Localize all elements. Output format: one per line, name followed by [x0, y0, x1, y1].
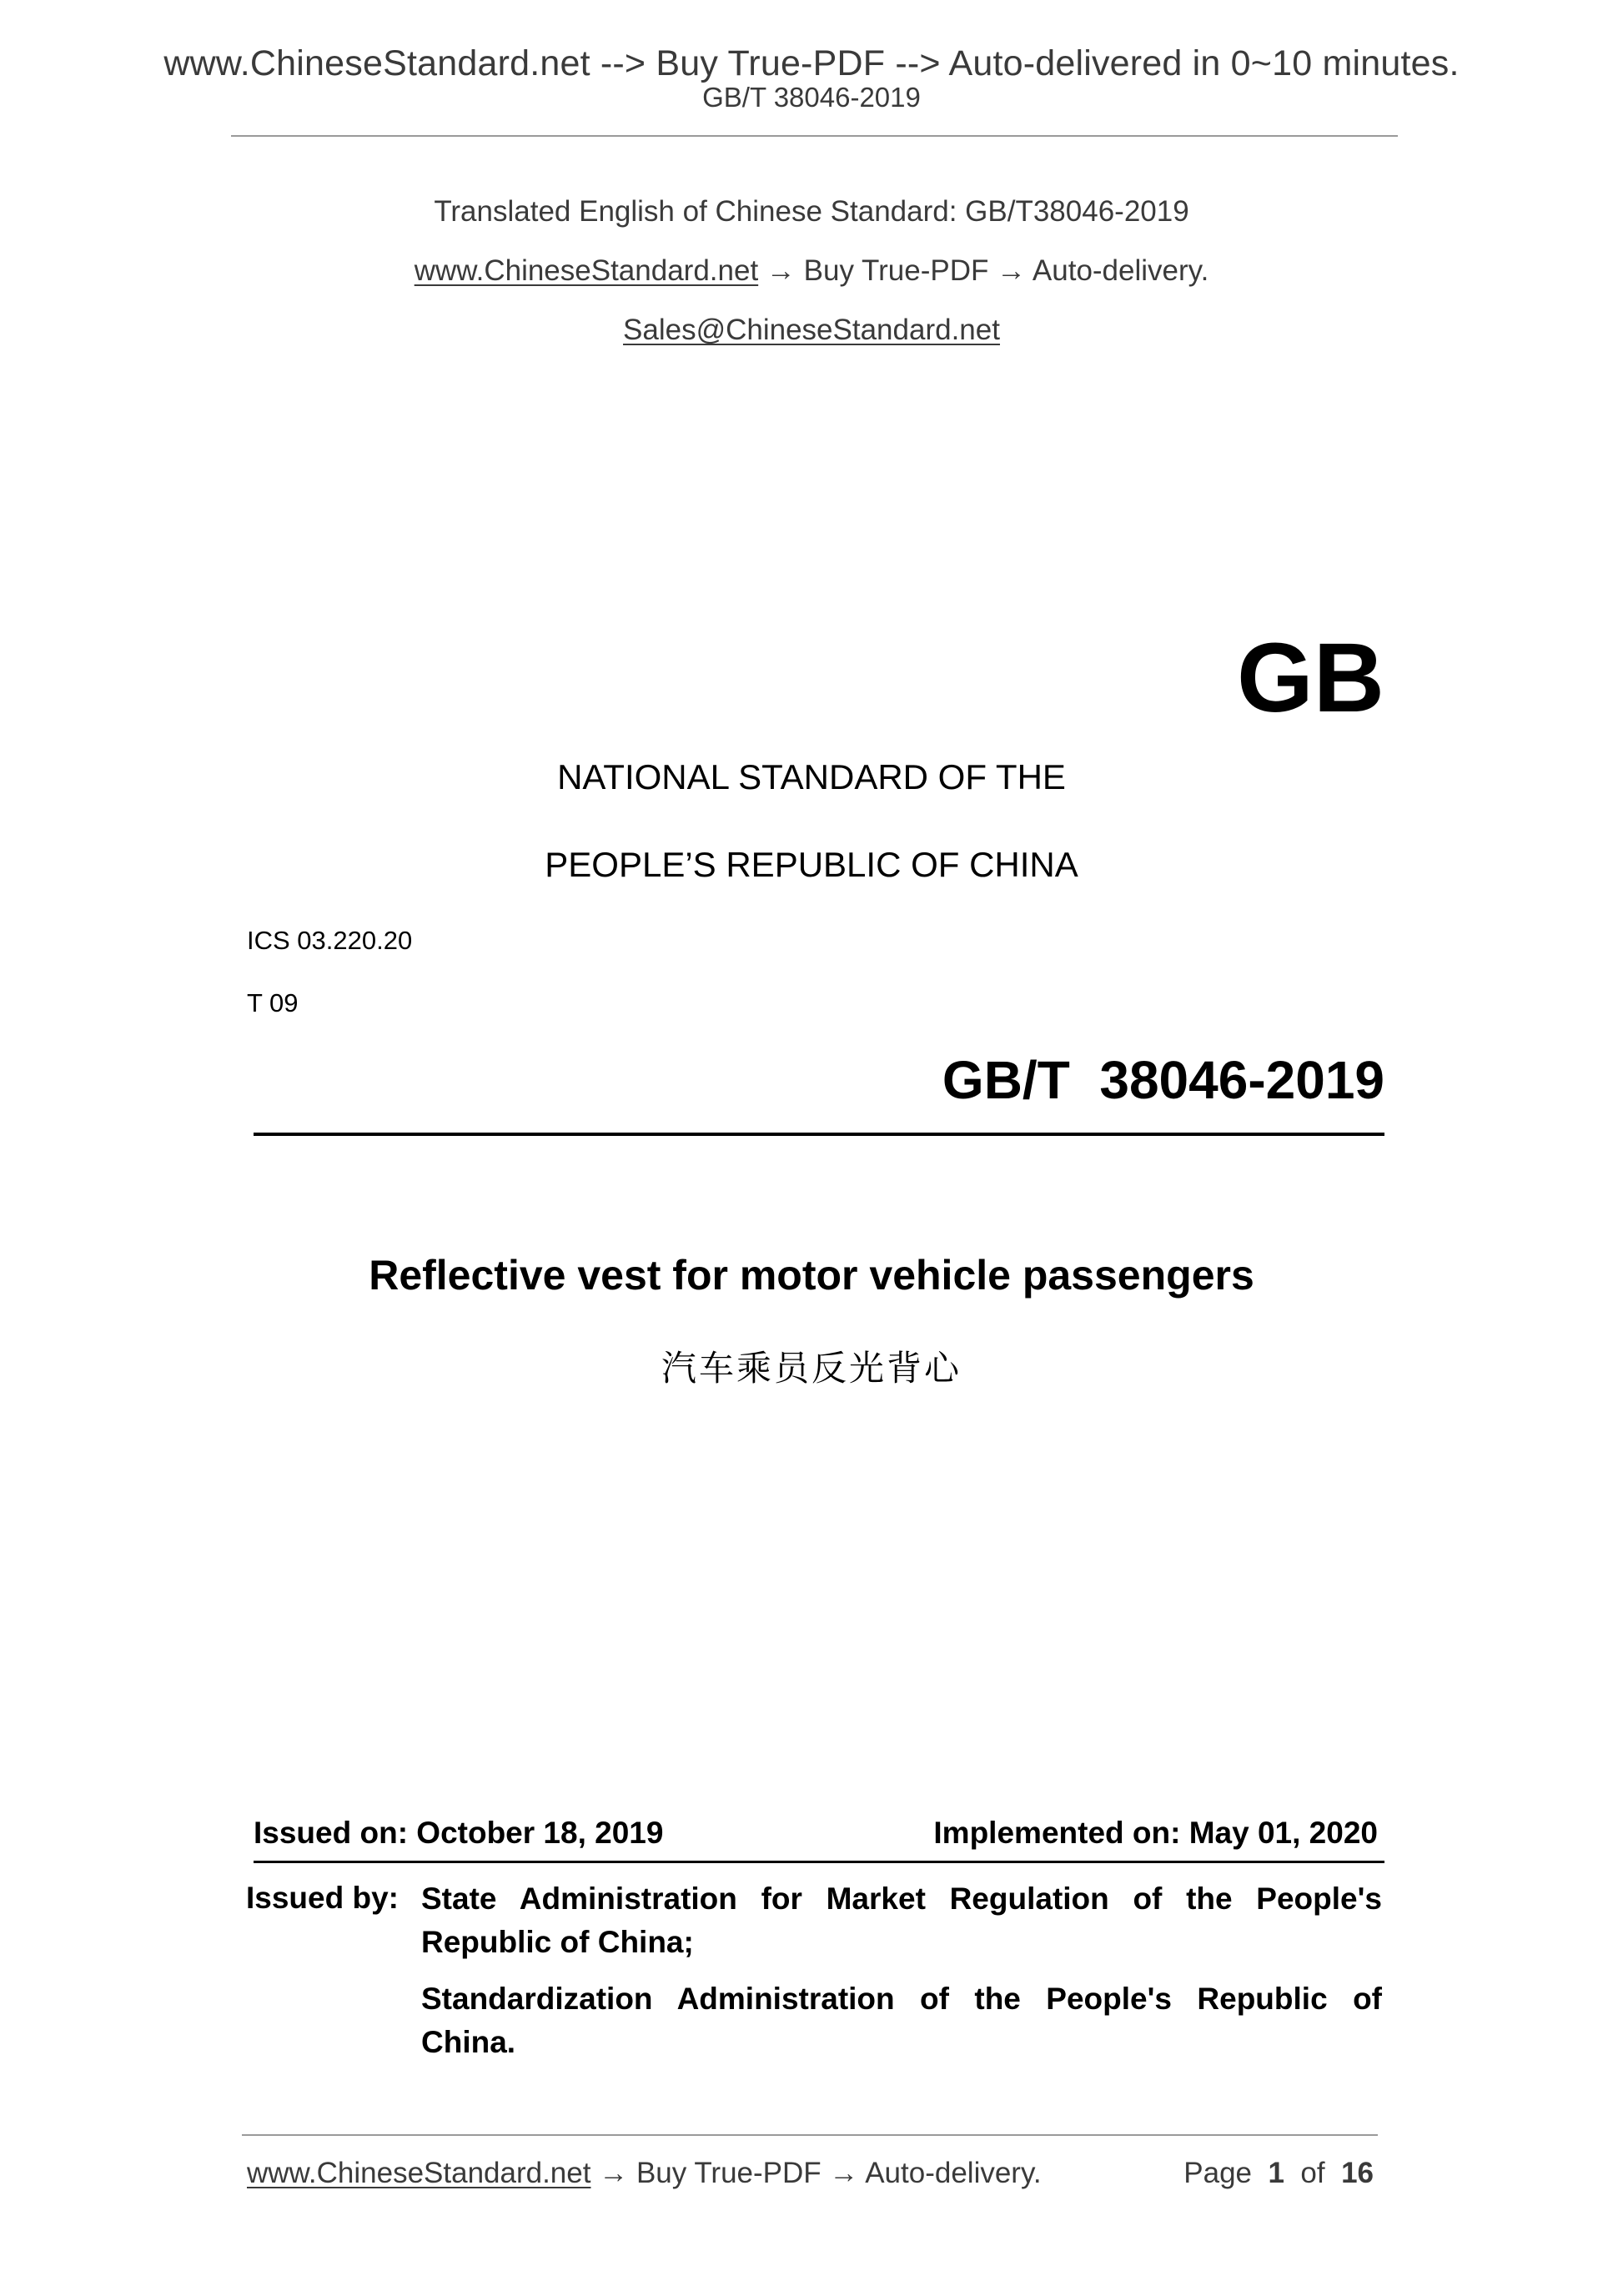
issuer-2-line1: Standardization Administration of the People's Republic of [421, 1982, 1382, 2016]
sales-email-link[interactable]: Sales@ChineseStandard.net [623, 314, 1000, 346]
gb-mark: GB [1237, 623, 1384, 733]
dates-divider [254, 1861, 1384, 1863]
implemented-on-date: Implemented on: May 01, 2020 [933, 1816, 1378, 1850]
page-label: Page [1183, 2157, 1253, 2189]
title-chinese: 汽车乘员反光背心 [661, 1349, 962, 1388]
footer-purchase-line [247, 2157, 1042, 2190]
footer-divider [242, 2134, 1378, 2136]
page-total: 16 [1341, 2157, 1374, 2189]
code-divider [254, 1133, 1384, 1136]
buy-text: Buy True-PDF [803, 254, 989, 287]
ccs-code: T 09 [247, 988, 299, 1017]
issued-by-label: Issued by: [246, 1881, 399, 1915]
issuer-2-line2: China. [421, 2025, 516, 2059]
arrow-right-icon: → [599, 2157, 629, 2189]
header-divider [231, 135, 1398, 137]
page-of: of [1300, 2157, 1325, 2189]
arrow-right-icon: → [829, 2157, 859, 2189]
ics-code: ICS 03.220.20 [247, 926, 413, 955]
top-banner: www.ChineseStandard.net --> Buy True-PDF --> Auto-delivered in 0~10 minutes. [163, 43, 1460, 83]
page-number [1183, 2157, 1374, 2190]
standard-code: GB/T 38046-2019 [942, 1050, 1384, 1110]
title-english: Reflective vest for motor vehicle passengers [369, 1252, 1254, 1299]
issuer-1-line2: Republic of China; [421, 1925, 694, 1959]
delivery-text: Auto-delivery. [1032, 254, 1209, 287]
footer-delivery-text: Auto-delivery. [865, 2157, 1042, 2189]
purchase-line [0, 254, 1623, 288]
arrow-right-icon: → [997, 254, 1027, 287]
footer-site-link[interactable]: www.ChineseStandard.net [247, 2157, 591, 2189]
running-header-code: GB/T 38046-2019 [702, 82, 921, 113]
national-standard-line2: PEOPLE’S REPUBLIC OF CHINA [545, 845, 1078, 884]
issuer-1-line1: State Administration for Market Regulation of the People's [421, 1882, 1382, 1916]
sales-email-line [0, 314, 1623, 347]
arrow-right-icon: → [766, 254, 796, 287]
site-link[interactable]: www.ChineseStandard.net [414, 254, 759, 287]
issued-on-date: Issued on: October 18, 2019 [254, 1816, 664, 1850]
translated-notice: Translated English of Chinese Standard: GB/T38046-2019 [434, 195, 1189, 228]
footer-buy-text: Buy True-PDF [636, 2157, 822, 2189]
national-standard-line1: NATIONAL STANDARD OF THE [557, 757, 1066, 796]
page-current: 1 [1268, 2157, 1284, 2189]
